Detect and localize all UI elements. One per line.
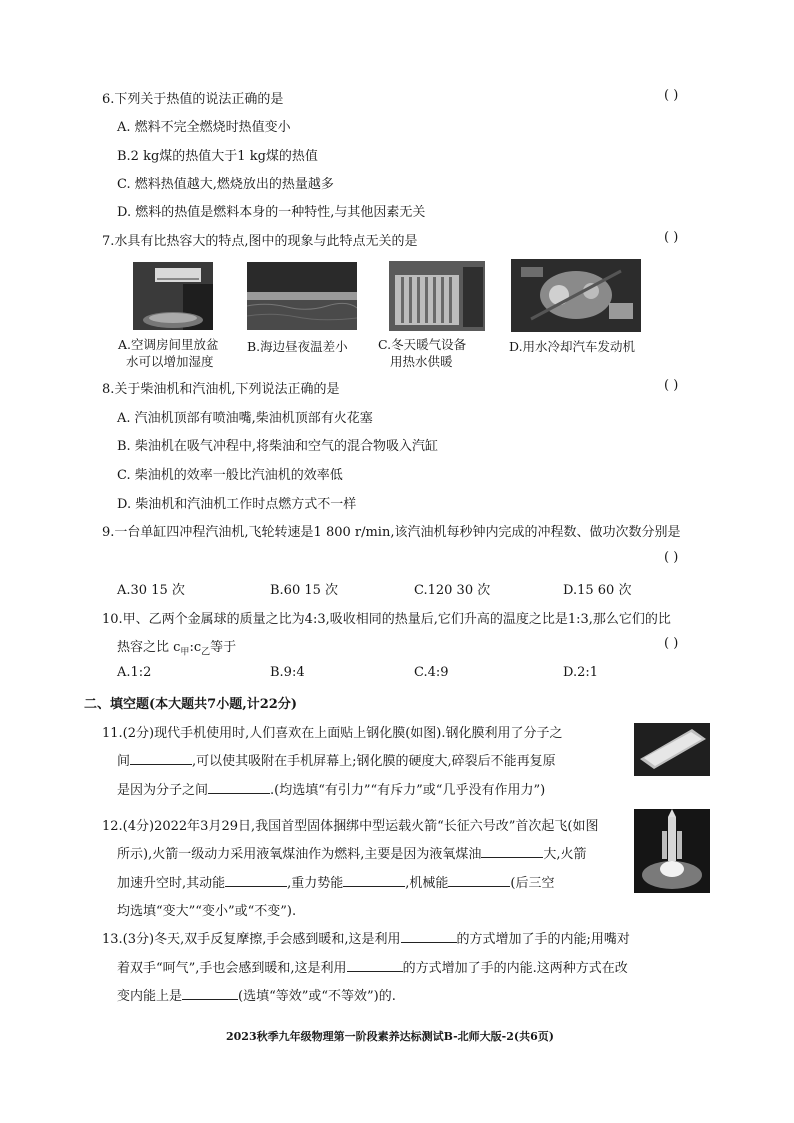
tempered-glass-film-image xyxy=(634,723,710,776)
q10-option-d: D.2:1 xyxy=(563,665,599,680)
q8-option-a: A. 汽油机顶部有喷油嘴,柴油机顶部有火花塞 xyxy=(117,411,373,426)
q10-stem-line1: 10.甲、乙两个金属球的质量之比为4:3,吸收相同的热量后,它们升高的温度之比是1:3,那么它们的比 xyxy=(102,612,671,627)
q8-option-d: D. 柴油机和汽油机工作时点燃方式不一样 xyxy=(117,497,357,512)
q9-option-b: B.60 15 次 xyxy=(270,583,339,598)
q12-line1: 12.(4分)2022年3月29日,我国首型固体捆绑中型运载火箭“长征六号改”首次起飞(如图 xyxy=(102,819,599,834)
q9-option-c: C.120 30 次 xyxy=(414,583,491,598)
q12-l3-c: ,机械能 xyxy=(405,876,449,891)
q10-stem2-suffix: 等于 xyxy=(210,640,237,655)
q8-answer-paren: ( ) xyxy=(664,378,679,393)
q12-line2 xyxy=(117,843,586,862)
q12-line4: 均选填“变大”“变小”或“不变”). xyxy=(117,904,297,919)
page-footer: 2023秋季九年级物理第一阶段素养达标测试B-北师大版-2(共6页) xyxy=(226,1030,554,1043)
q8-option-b: B. 柴油机在吸气冲程中,将柴油和空气的混合物吸入汽缸 xyxy=(117,439,438,454)
q13-blank-1[interactable] xyxy=(401,930,457,943)
radiator-image xyxy=(389,261,485,331)
q7-caption-c-line2: 用热水供暖 xyxy=(390,354,453,369)
q12-l3-b: ,重力势能 xyxy=(287,876,344,891)
q6-stem: 6.下列关于热值的说法正确的是 xyxy=(102,92,284,107)
q6-option-a: A. 燃料不完全燃烧时热值变小 xyxy=(117,120,291,135)
q13-line3 xyxy=(117,985,396,1004)
q12-l3-a: 加速升空时,其动能 xyxy=(117,876,226,891)
q13-l3-prefix: 变内能上是 xyxy=(117,989,183,1004)
q10-stem2-prefix: 热容之比 c xyxy=(117,640,181,655)
q7-caption-d: D.用水冷却汽车发动机 xyxy=(509,339,636,354)
q13-l2-prefix: 着双手“呵气”,手也会感到暖和,这是利用 xyxy=(117,961,347,976)
q6-option-c: C. 燃料热值越大,燃烧放出的热量越多 xyxy=(117,177,334,192)
q13-blank-2[interactable] xyxy=(347,959,403,972)
air-conditioner-room-image xyxy=(133,262,213,330)
q7-caption-a-line2: 水可以增加湿度 xyxy=(126,354,214,369)
q12-l3-d: (后三空 xyxy=(510,876,555,891)
q7-answer-paren: ( ) xyxy=(664,230,679,245)
q10-option-b: B.9:4 xyxy=(270,665,305,680)
q11-line2 xyxy=(117,750,556,769)
q9-option-d: D.15 60 次 xyxy=(563,583,632,598)
q9-option-a: A.30 15 次 xyxy=(117,583,185,598)
q10-option-c: C.4:9 xyxy=(414,665,449,680)
q12-blank-3[interactable] xyxy=(343,874,405,887)
q9-stem: 9.一台单缸四冲程汽油机,飞轮转速是1 800 r/min,该汽油机每秒钟内完成的冲程数、做功次数分别是 xyxy=(102,525,681,540)
seaside-image xyxy=(247,262,357,330)
q12-blank-2[interactable] xyxy=(225,874,287,887)
q13-line2 xyxy=(117,957,628,976)
q8-stem: 8.关于柴油机和汽油机,下列说法正确的是 xyxy=(102,382,340,397)
q7-caption-b: B.海边昼夜温差小 xyxy=(247,339,348,354)
rocket-launch-image xyxy=(634,809,710,893)
q10-colon-c: :c xyxy=(189,640,202,655)
q10-sub-jia: 甲 xyxy=(180,647,190,658)
q12-blank-1[interactable] xyxy=(481,845,543,858)
q13-l1-suffix: 的方式增加了手的内能;用嘴对 xyxy=(456,932,630,947)
q6-option-b: B.2 kg煤的热值大于1 kg煤的热值 xyxy=(117,149,318,164)
q13-l1-prefix: 13.(3分)冬天,双手反复摩擦,手会感到暖和,这是利用 xyxy=(102,932,401,947)
q12-l2-suffix: 大,火箭 xyxy=(543,847,587,862)
q8-option-c: C. 柴油机的效率一般比汽油机的效率低 xyxy=(117,468,343,483)
q11-line1: 11.(2分)现代手机使用时,人们喜欢在上面贴上钢化膜(如图).钢化膜利用了分子之 xyxy=(102,726,563,741)
q13-l2-suffix: 的方式增加了手的内能.这两种方式在改 xyxy=(402,961,628,976)
q11-l2-suffix: ,可以使其吸附在手机屏幕上;钢化膜的硬度大,碎裂后不能再复原 xyxy=(192,754,556,769)
q7-caption-c-line1: C.冬天暖气设备 xyxy=(378,337,467,352)
q11-l3-prefix: 是因为分子之间 xyxy=(117,783,209,798)
q10-sub-yi: 乙 xyxy=(201,647,211,658)
q10-stem-line2 xyxy=(117,636,236,658)
q12-blank-4[interactable] xyxy=(448,874,510,887)
q11-blank-2[interactable] xyxy=(208,781,270,794)
q11-blank-1[interactable] xyxy=(130,752,192,765)
q10-answer-paren: ( ) xyxy=(664,636,679,651)
q11-l2-prefix: 间 xyxy=(117,754,131,769)
q13-l3-suffix: (选填“等效”或“不等效”)的. xyxy=(238,989,396,1004)
q7-caption-a-line1: A.空调房间里放盆 xyxy=(118,337,219,352)
q6-answer-paren: ( ) xyxy=(664,88,679,103)
q12-l2-prefix: 所示),火箭一级动力采用液氧煤油作为燃料,主要是因为液氧煤油 xyxy=(117,847,482,862)
q9-answer-paren: ( ) xyxy=(664,550,679,565)
q12-line3 xyxy=(117,872,555,891)
q6-option-d: D. 燃料的热值是燃料本身的一种特性,与其他因素无关 xyxy=(117,205,426,220)
q11-l3-suffix: .(均选填“有引力”“有斥力”或“几乎没有作用力”) xyxy=(270,783,546,798)
q11-line3 xyxy=(117,779,545,798)
car-engine-image xyxy=(511,259,641,332)
q13-line1 xyxy=(102,928,630,947)
q13-blank-3[interactable] xyxy=(182,987,238,1000)
section-2-title: 二、填空题(本大题共7小题,计22分) xyxy=(84,697,297,712)
q7-stem: 7.水具有比热容大的特点,图中的现象与此特点无关的是 xyxy=(102,234,418,249)
q10-option-a: A.1:2 xyxy=(117,665,152,680)
